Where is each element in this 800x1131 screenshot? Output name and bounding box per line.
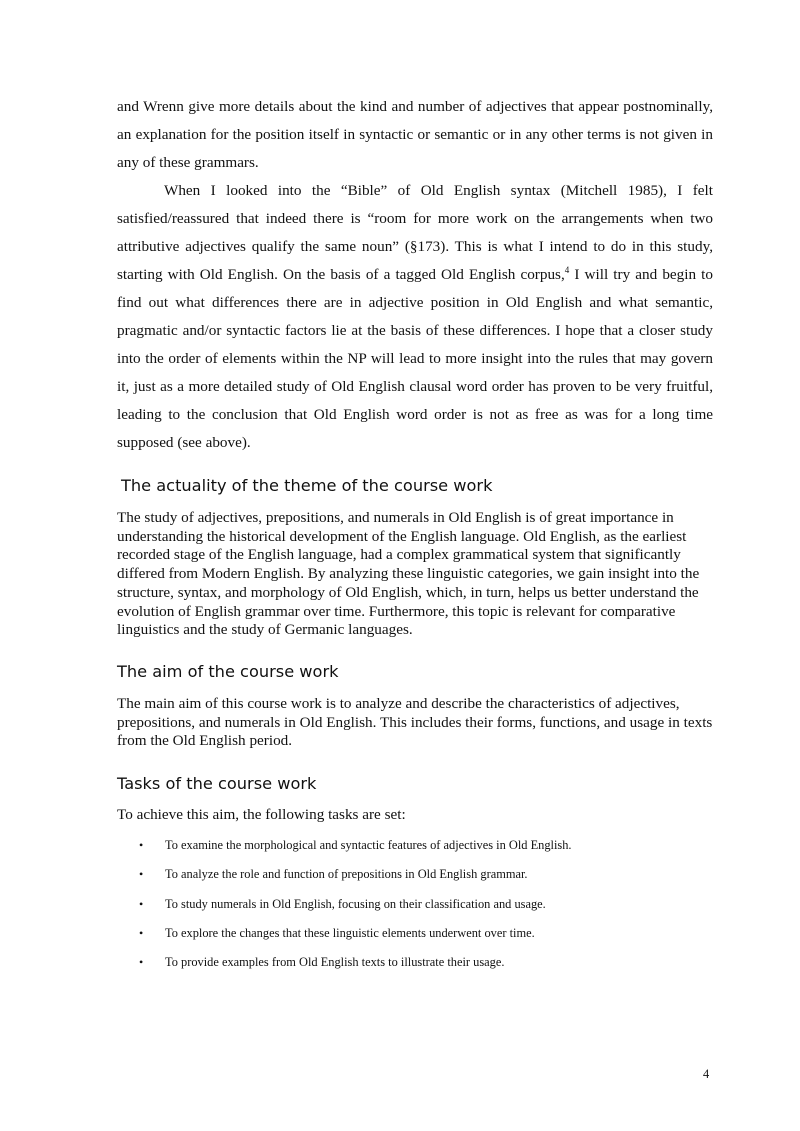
heading-actuality: The actuality of the theme of the course work <box>121 476 493 495</box>
list-item <box>117 865 713 894</box>
task-text: To provide examples from Old English texts to illustrate their usage. <box>165 955 505 970</box>
bullet-icon: • <box>139 896 144 911</box>
paragraph-text-after-footnote: I will try and begin to find out what differences there are in adjective position in Old English and what semantic, pragmatic and/or syntactic factors lie at the basis of these differences. I hope that a closer study into the order of elements within the NP will lead to more insight into the rules that may govern it, just as a more detailed study of Old English clausal word order has proven to be very fruitful, leading to the conclusion that Old English word order is not as free as was for a long time supposed (see above). <box>117 266 713 451</box>
list-item <box>117 953 713 982</box>
body-paragraph-continuation: and Wrenn give more details about the kind and number of adjectives that appear postnominally, an explanation for the position itself in syntactic or semantic or in any other terms is not given in any of these grammars. <box>117 98 713 171</box>
page-number: 4 <box>703 1067 710 1081</box>
footnote-marker[interactable]: 4 <box>564 265 570 275</box>
bullet-icon: • <box>139 955 144 970</box>
body-paragraph-mitchell <box>117 177 713 457</box>
tasks-list <box>117 836 713 982</box>
list-item <box>117 924 713 953</box>
heading-aim: The aim of the course work <box>117 662 339 681</box>
task-text: To study numerals in Old English, focusing on their classification and usage. <box>165 896 546 911</box>
task-text: To explore the changes that these linguistic elements underwent over time. <box>165 925 535 940</box>
actuality-paragraph: The study of adjectives, prepositions, and numerals in Old English is of great importance in understanding the historical development of the English language. Old English, as the earliest recorded stage of the English language, had a complex grammatical system that significantly differed from Modern English. By analyzing these linguistic categories, we gain insight into the structure, syntax, and morphology of Old English, which, in turn, helps us better understand the evolution of English grammar over time. Furthermore, this topic is relevant for comparative linguistics and the study of Germanic languages. <box>117 509 700 639</box>
tasks-intro: To achieve this aim, the following tasks are set: <box>117 806 406 823</box>
task-text: To analyze the role and function of prepositions in Old English grammar. <box>165 867 528 882</box>
bullet-icon: • <box>139 925 144 940</box>
bullet-icon: • <box>139 867 144 882</box>
paragraph-text-before-footnote: When I looked into the “Bible” of Old English syntax (Mitchell 1985), I felt satisfied/reassured that indeed there is “room for more work on the arrangements when two attributive adjectives qualify the same noun” (§173). This is what I intend to do in this study, starting with Old English. On the basis of a tagged Old English corpus, <box>117 182 713 283</box>
list-item <box>117 836 713 865</box>
heading-tasks: Tasks of the course work <box>117 774 317 793</box>
list-item <box>117 895 713 924</box>
bullet-icon: • <box>139 838 144 852</box>
aim-paragraph: The main aim of this course work is to analyze and describe the characteristics of adjectives, prepositions, and numerals in Old English. This includes their forms, functions, and usage in texts from the Old English period. <box>117 695 713 750</box>
task-text: To examine the morphological and syntactic features of adjectives in Old English. <box>165 838 572 852</box>
